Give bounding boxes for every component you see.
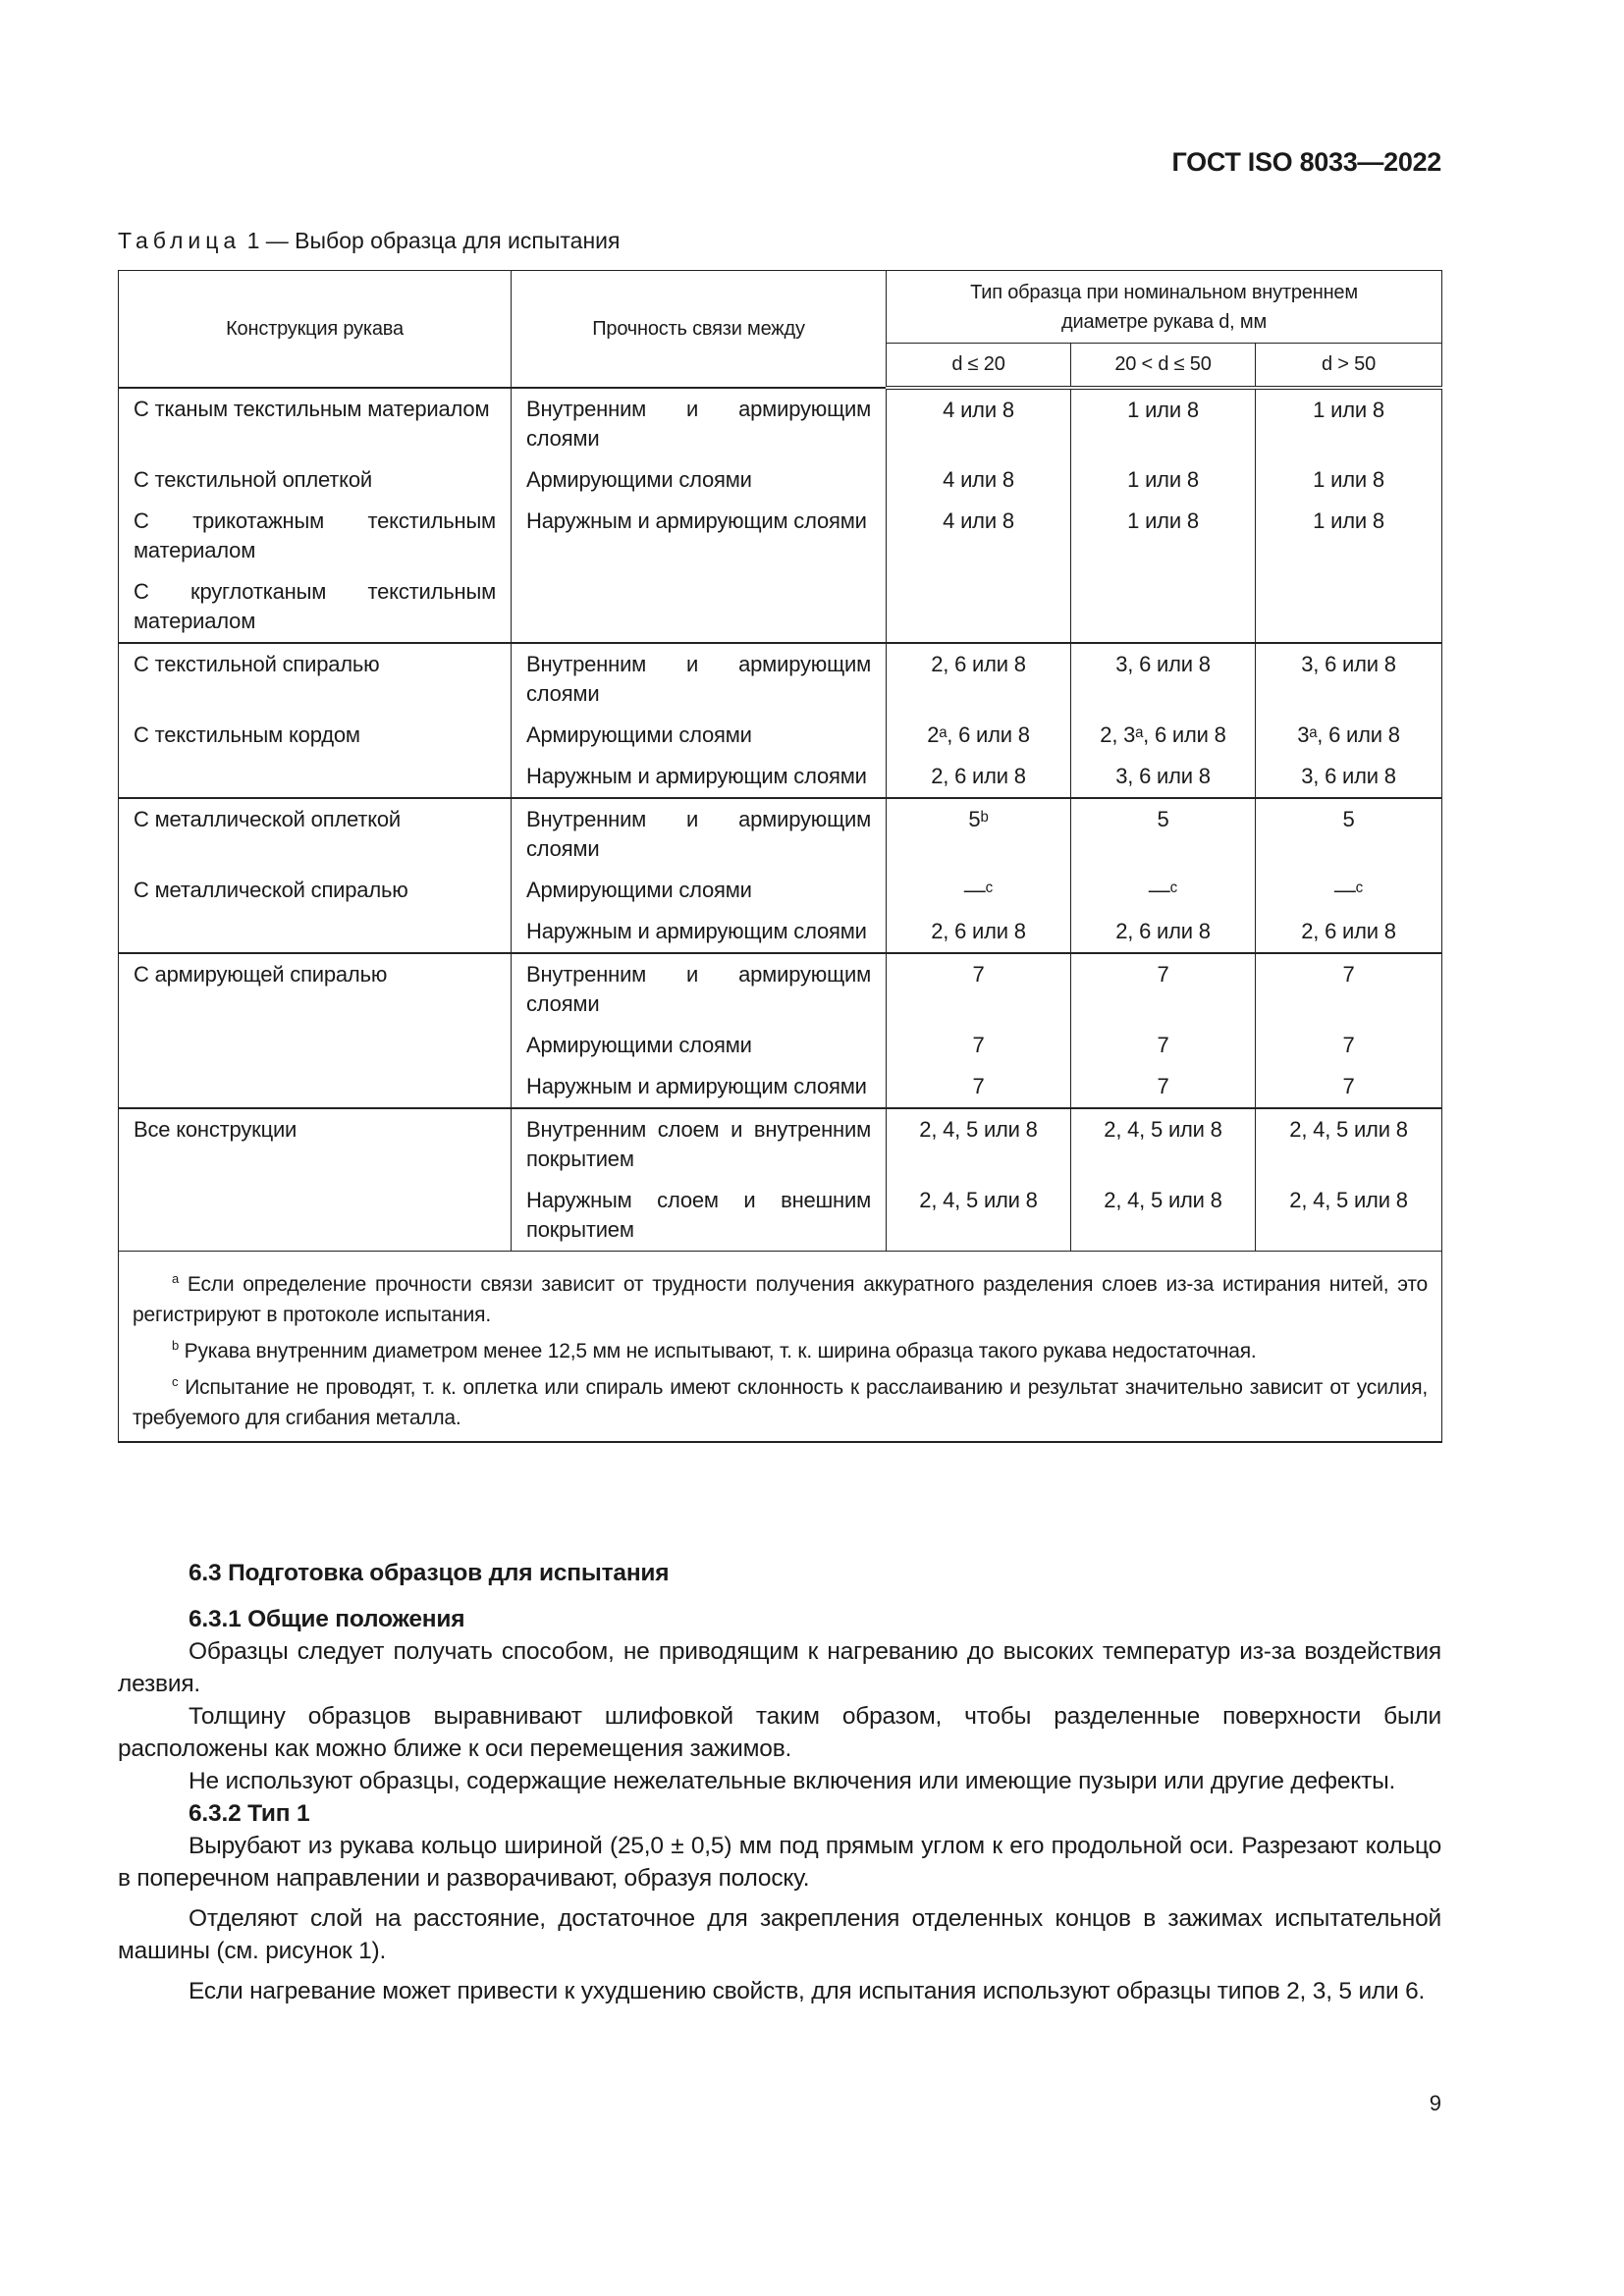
construction-cell: С текстильной спиралью xyxy=(119,643,512,715)
table-row xyxy=(119,953,1442,1025)
value-d-gt-50-cell: 2, 6 или 8 xyxy=(1256,911,1442,953)
construction-cell xyxy=(119,1025,512,1066)
value-d-20-50-cell: 3, 6 или 8 xyxy=(1071,643,1256,715)
footnote-mark: a xyxy=(172,1270,180,1286)
header-d-20-50: 20 < d ≤ 50 xyxy=(1071,344,1256,388)
value-d-20-50-cell: 2, 4, 5 или 8 xyxy=(1071,1108,1256,1180)
table-row xyxy=(119,388,1442,459)
heading-6-3-1: 6.3.1 Общие положения xyxy=(189,1606,465,1632)
footnote xyxy=(133,1330,1428,1366)
construction-cell: С текстильной оплеткой xyxy=(119,459,512,501)
construction-cell: С круглотканым текстильным материалом xyxy=(119,571,512,643)
value-d-20-50-cell: 7 xyxy=(1071,1025,1256,1066)
construction-cell: С металлической оплеткой xyxy=(119,798,512,870)
construction-cell xyxy=(119,1066,512,1108)
table-row xyxy=(119,459,1442,501)
heading-6-3-2: 6.3.2 Тип 1 xyxy=(189,1800,310,1827)
bond-cell: Внутренним слоем и внутренним покрытием xyxy=(512,1108,887,1180)
value-d-20-50-cell: 7 xyxy=(1071,1066,1256,1108)
construction-cell xyxy=(119,911,512,953)
header-bond: Прочность связи между xyxy=(512,271,887,388)
table-row xyxy=(119,571,1442,643)
construction-cell: С текстильным кордом xyxy=(119,715,512,756)
bond-cell: Наружным и армирующим слоями xyxy=(512,756,887,798)
bond-cell: Наружным и армирующим слоями xyxy=(512,1066,887,1108)
bond-cell: Внутренним и армирующим слоями xyxy=(512,643,887,715)
value-d-20-50-cell: 2, 4, 5 или 8 xyxy=(1071,1180,1256,1252)
value-d-gt-50-cell: 1 или 8 xyxy=(1256,459,1442,501)
bond-cell: Армирующими слоями xyxy=(512,459,887,501)
document-id: ГОСТ ISO 8033—2022 xyxy=(1171,147,1441,177)
value-d-le-20-cell: 4 или 8 xyxy=(887,459,1071,501)
footnote xyxy=(133,1366,1428,1433)
paragraph: Не используют образцы, содержащие нежелательные включения или имеющие пузыри или другие дефекты. xyxy=(189,1768,1396,1794)
value-d-le-20-cell: 7 xyxy=(887,1025,1071,1066)
value-d-le-20-cell: 2, 4, 5 или 8 xyxy=(887,1180,1071,1252)
value-d-gt-50-cell: 2, 4, 5 или 8 xyxy=(1256,1180,1442,1252)
bond-cell: Армирующими слоями xyxy=(512,870,887,911)
construction-cell xyxy=(119,1180,512,1252)
table-row xyxy=(119,1066,1442,1108)
table-row xyxy=(119,1108,1442,1180)
header-d-le-20: d ≤ 20 xyxy=(887,344,1071,388)
value-d-gt-50-cell: 2, 4, 5 или 8 xyxy=(1256,1108,1442,1180)
value-d-le-20-cell xyxy=(887,571,1071,643)
footnote-text: Испытание не проводят, т. к. оплетка или спираль имеют склонность к расслаиванию и результат значительно зависит от усилия, требуемого для сгибания металла. xyxy=(133,1375,1429,1429)
footnote xyxy=(133,1263,1428,1330)
paragraph: Образцы следует получать способом, не приводящим к нагреванию до высоких температур из-за воздействия лезвия. xyxy=(118,1638,1441,1697)
value-d-le-20-cell: 7 xyxy=(887,1066,1071,1108)
value-d-gt-50-cell: 7 xyxy=(1256,953,1442,1025)
bond-cell: Внутренним и армирующим слоями xyxy=(512,953,887,1025)
paragraph: Отделяют слой на расстояние, достаточное для закрепления отделенных концов в зажимах испытательной машины (см. рисунок 1). xyxy=(118,1905,1441,1964)
value-d-le-20-cell: —ᶜ xyxy=(887,870,1071,911)
footnotes-row xyxy=(119,1251,1442,1442)
value-d-20-50-cell: 1 или 8 xyxy=(1071,388,1256,459)
header-d-gt-50: d > 50 xyxy=(1256,344,1442,388)
table-caption xyxy=(118,228,620,254)
paragraph: Если нагревание может привести к ухудшению свойств, для испытания используют образцы типов 2, 3, 5 или 6. xyxy=(189,1978,1426,2004)
caption-title: 1 — Выбор образца для испытания xyxy=(241,228,621,253)
value-d-le-20-cell: 5ᵇ xyxy=(887,798,1071,870)
value-d-gt-50-cell xyxy=(1256,571,1442,643)
header-sample-type: Тип образца при номинальном внутреннем диаметре рукава d, мм xyxy=(887,271,1442,344)
value-d-20-50-cell: 2, 3ᵃ, 6 или 8 xyxy=(1071,715,1256,756)
bond-cell: Внутренним и армирующим слоями xyxy=(512,798,887,870)
construction-cell: С металлической спиралью xyxy=(119,870,512,911)
table-row xyxy=(119,501,1442,571)
paragraph: Вырубают из рукава кольцо шириной (25,0 ± 0,5) мм под прямым углом к его продольной оси. Разрезают кольцо в поперечном направлении и разворачивают, образуя полоску. xyxy=(118,1833,1441,1892)
value-d-20-50-cell: 5 xyxy=(1071,798,1256,870)
footnotes xyxy=(119,1251,1442,1442)
value-d-gt-50-cell: 1 или 8 xyxy=(1256,388,1442,459)
value-d-20-50-cell: 1 или 8 xyxy=(1071,459,1256,501)
bond-cell: Армирующими слоями xyxy=(512,1025,887,1066)
bond-cell: Внутренним и армирующим слоями xyxy=(512,388,887,459)
table-row xyxy=(119,1025,1442,1066)
construction-cell: С тканым текстильным материалом xyxy=(119,388,512,459)
page-number: 9 xyxy=(1429,2091,1441,2115)
value-d-gt-50-cell: 1 или 8 xyxy=(1256,501,1442,571)
value-d-gt-50-cell: 3, 6 или 8 xyxy=(1256,756,1442,798)
construction-cell: С армирующей спиралью xyxy=(119,953,512,1025)
value-d-le-20-cell: 2, 6 или 8 xyxy=(887,756,1071,798)
value-d-gt-50-cell: 5 xyxy=(1256,798,1442,870)
section-6-3 xyxy=(118,1557,1441,2007)
table-row xyxy=(119,798,1442,870)
value-d-le-20-cell: 7 xyxy=(887,953,1071,1025)
value-d-gt-50-cell: —ᶜ xyxy=(1256,870,1442,911)
value-d-le-20-cell: 2, 6 или 8 xyxy=(887,911,1071,953)
value-d-20-50-cell: 3, 6 или 8 xyxy=(1071,756,1256,798)
value-d-20-50-cell: 7 xyxy=(1071,953,1256,1025)
value-d-gt-50-cell: 7 xyxy=(1256,1066,1442,1108)
bond-cell: Наружным слоем и внешним покрытием xyxy=(512,1180,887,1252)
footnote-mark: b xyxy=(172,1337,180,1353)
header-construction: Конструкция рукава xyxy=(119,271,512,388)
value-d-20-50-cell: 1 или 8 xyxy=(1071,501,1256,571)
table-row xyxy=(119,911,1442,953)
value-d-le-20-cell: 2ᵃ, 6 или 8 xyxy=(887,715,1071,756)
value-d-gt-50-cell: 3, 6 или 8 xyxy=(1256,643,1442,715)
table-row xyxy=(119,756,1442,798)
value-d-le-20-cell: 4 или 8 xyxy=(887,501,1071,571)
value-d-20-50-cell xyxy=(1071,571,1256,643)
bond-cell: Наружным и армирующим слоями xyxy=(512,501,887,571)
value-d-gt-50-cell: 7 xyxy=(1256,1025,1442,1066)
heading-6-3: 6.3 Подготовка образцов для испытания xyxy=(189,1560,670,1586)
construction-cell xyxy=(119,756,512,798)
footnote-text: Если определение прочности связи зависит от трудности получения аккуратного разделения слоев из-за истирания нитей, это регистрируют в протоколе испытания. xyxy=(133,1272,1429,1326)
value-d-le-20-cell: 4 или 8 xyxy=(887,388,1071,459)
value-d-le-20-cell: 2, 6 или 8 xyxy=(887,643,1071,715)
table-row xyxy=(119,870,1442,911)
bond-cell xyxy=(512,571,887,643)
value-d-gt-50-cell: 3ᵃ, 6 или 8 xyxy=(1256,715,1442,756)
footnote-text: Рукава внутренним диаметром менее 12,5 мм не испытывают, т. к. ширина образца такого рукава недостаточная. xyxy=(179,1339,1257,1362)
table-row xyxy=(119,643,1442,715)
sample-selection-table xyxy=(118,270,1442,1443)
value-d-20-50-cell: —ᶜ xyxy=(1071,870,1256,911)
footnote-mark: c xyxy=(172,1373,179,1389)
construction-cell: Все конструкции xyxy=(119,1108,512,1180)
paragraph: Толщину образцов выравнивают шлифовкой таким образом, чтобы разделенные поверхности были расположены как можно ближе к оси перемещения зажимов. xyxy=(118,1703,1441,1762)
value-d-le-20-cell: 2, 4, 5 или 8 xyxy=(887,1108,1071,1180)
bond-cell: Наружным и армирующим слоями xyxy=(512,911,887,953)
table-row xyxy=(119,1180,1442,1252)
caption-prefix: Таблица xyxy=(118,228,242,253)
value-d-20-50-cell: 2, 6 или 8 xyxy=(1071,911,1256,953)
bond-cell: Армирующими слоями xyxy=(512,715,887,756)
table-row xyxy=(119,715,1442,756)
construction-cell: С трикотажным текстильным материалом xyxy=(119,501,512,571)
